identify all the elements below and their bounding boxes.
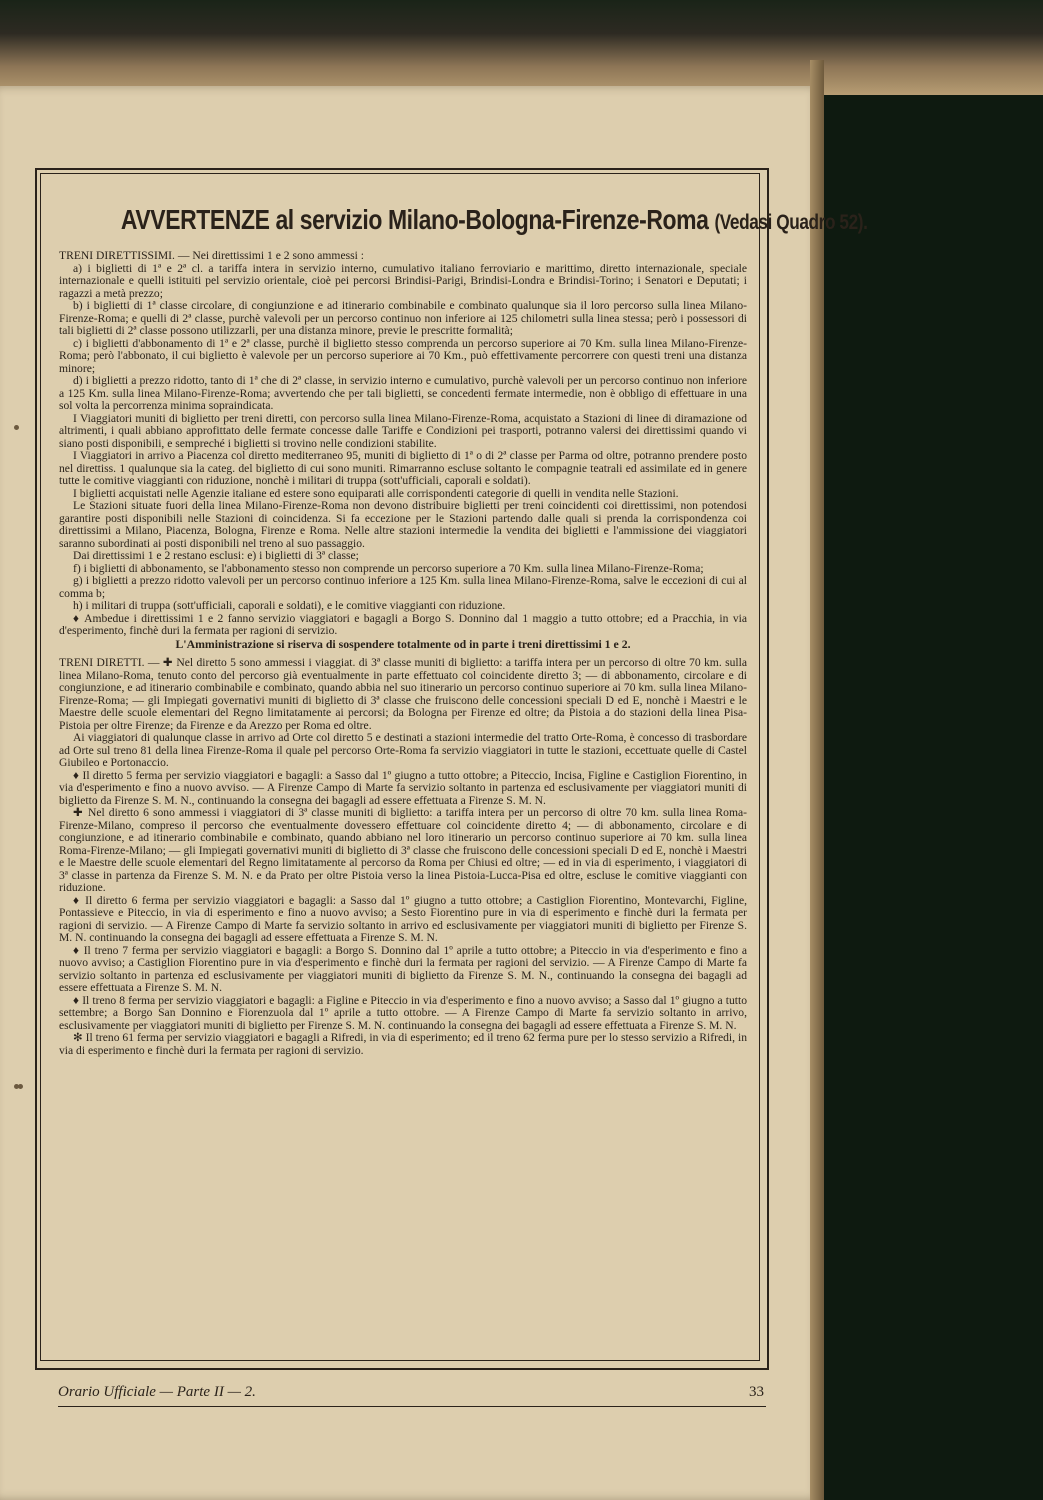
paragraph: h) i militari di truppa (sott'ufficiali, caporali e soldati), e le comitive viaggianti con riduzione. — [73, 599, 506, 612]
paragraph: d) i biglietti a prezzo ridotto, tanto di 1ª che di 2ª classe, in servizio interno e cumulativo, purchè valevoli per un percorso continuo non inferiore a 125 Km. sulla linea Milano-Firenze-Roma; avvertendo che per tali biglietti, se concedenti fermate intermedie, non è obbligo di effettuare in una sol volta la percorrenza minima sopraindicata. — [59, 374, 747, 412]
title-main: AVVERTENZE al servizio Milano-Bologna-Firenze-Roma — [120, 204, 709, 235]
paragraph: I Viaggiatori muniti di biglietto per treni diretti, con percorso sulla linea Milano-Firenze-Roma, acquistato a Stazioni di linee di diramazione od altrimenti, i quali abbiano approfittato delle fermate concesse dalle Tariffe e Condizioni pei trasporti, potranno valersi dei direttissimi quando vi siano posti disponibili, e sempreché i biglietti si trovino nelle condizioni stabilite. — [59, 411, 747, 450]
paragraph: ♦ Ambedue i direttissimi 1 e 2 fanno servizio viaggiatori e bagagli a Borgo S. Donnino dal 1 maggio a tutto ottobre; ed a Pracchia, in via d'esperimento, finchè duri la fermata per ragioni di servizio. — [59, 611, 747, 637]
paragraph: g) i biglietti a prezzo ridotto valevoli per un percorso continuo inferiore a 125 Km. sulla linea Milano-Firenze-Roma, salve le eccezioni di cui al comma b; — [59, 574, 747, 600]
paragraph: a) i biglietti di 1ª e 2ª cl. a tariffa intera in servizio interno, cumulativo italiano ferroviario e marittimo, diretto internazionale, speciale internazionale e quelli istituiti pel servizio orientale, cioè pei percorsi Brindisi-Parigi, Brindisi-Londra e Brindisi-Torino; i Senatori e Deputati; i ragazzi a metà prezzo; — [59, 261, 747, 300]
paragraph: ♦ Il diretto 5 ferma per servizio viaggiatori e bagagli: a Sasso dal 1º giugno a tutto ottobre; a Piteccio, Incisa, Figline e Castiglion Fiorentino, in via d'esperimento e fino a nuovo avviso. — A Firenze Campo di Marte fa servizio soltanto in partenza ed esclusivamente per viaggiatori muniti di biglietto da Firenze S. M. N., continuando la consegna dei bagagli ad essere effettuata a Firenze S. M. N. — [59, 768, 747, 807]
margin-dot — [18, 1084, 23, 1089]
page-number: 33 — [749, 1384, 764, 1400]
page-footer — [58, 1384, 766, 1407]
footer-publication: Orario Ufficiale — Parte II — 2. — [58, 1384, 256, 1400]
paragraph: TRENI DIRETTI. — ✚ Nel diretto 5 sono ammessi i viaggiat. di 3ª classe muniti di biglietto: a tariffa intera per un percorso di oltre 70 km. sulla linea Milano-Roma, tenuto conto del percorso già eventualmente in parte effettuato col coincidente diretto 3; — di abbonamento, circolare e di congiunzione, e ad itinerario combinabile e combinato, quando abbia nel suo itinerario un percorso continuo superiore ai 70 km. sulla linea Milano-Firenze-Roma; — gli Impiegati governativi muniti di biglietto di 3ª classe che fruiscono delle concessioni speciali D ed E, nonchè i Maestri e le Maestre delle scuole elementari del Regno limitatamente ai percorsi; da Bologna per Firenze ed oltre; da Pistoia a do stazioni della linea Pisa-Pistoia per oltre Firenze; da Firenze e da Arezzo per Roma ed oltre. — [59, 656, 747, 732]
paragraph: TRENI DIRETTISSIMI. — Nei direttissimi 1 e 2 sono ammessi : — [59, 249, 364, 262]
paragraph: f) i biglietti di abbonamento, se l'abbonamento stesso non comprende un percorso superiore a 70 Km. sulla linea Milano-Firenze-Roma; — [73, 561, 704, 575]
paragraph: ♦ Il diretto 6 ferma per servizio viaggiatori e bagagli: a Sasso dal 1º giugno a tutto ottobre; a Castiglion Fiorentino, Montevarchi, Figline, Pontassieve e Piteccio, in via di esperimento e fino a nuovo avviso; a Sesto Fiorentino pure in via di esperimento e finchè duri la fermata per ragioni di servizio. — A Firenze Campo di Marte fa servizio soltanto in arrivo ed esclusivamente per viaggiatori muniti di biglietto per Firenze S. M. N. continuando la consegna dei bagagli ad essere effettuata a Firenze S. M. N. — [59, 893, 747, 944]
page-title — [120, 204, 868, 236]
paragraph: I Viaggiatori in arrivo a Piacenza col diretto mediterraneo 95, muniti di biglietto di 1ª o di 2ª classe per Parma od oltre, potranno prendere posto nel direttiss. 1 qualunque sia la categ. del biglietto di cui sono muniti. Rimarranno escluse soltanto le compagnie teatrali ed assimilate ed in genere tutte le comitive viaggianti con riduzione, nonchè i militari di truppa (sott'ufficiali, caporali e soldati). — [59, 449, 747, 487]
paragraph: ✚ Nel diretto 6 sono ammessi i viaggiatori di 3ª classe muniti di biglietto: a tariffa intera per un percorso di oltre 70 km. sulla linea Roma-Firenze-Milano, compreso il percorso che eventualmente dovessero effettuare col coincidente diretto 4; — di abbonamento, circolare e di congiunzione, e ad itinerario combinabile e combinato, quando abbiano nel loro itinerario un percorso continuo superiore ai 70 km. sulla linea Roma-Firenze-Milano; — gli Impiegati governativi muniti di biglietto di 3ª classe che fruiscono delle concessioni speciali D ed E, nonchè i Maestri e le Maestre delle scuole elementari del Regno limitatamente al percorso da Roma per Chiusi ed oltre; — ed in via di esperimento, i viaggiatori di 3ª classe in partenza da Firenze S. M. N. e da Prato per oltre Pistoia verso la linea Pistoia-Lucca-Pisa ed oltre, escluse le comitive viaggianti con riduzione. — [59, 806, 747, 894]
paragraph: I biglietti acquistati nelle Agenzie italiane ed estere sono equiparati alle corrispondenti categorie di quelli in vendita nelle Stazioni. — [73, 486, 679, 500]
paragraph: Le Stazioni situate fuori della linea Milano-Firenze-Roma non devono distribuire biglietti per treni coincidenti coi direttissimi, non potendosi garantire posti disponibili nelle Stazioni di coincidenza. Si fa eccezione per le Stazioni partendo dalle quali si prenda la corrispondenza coi direttissimi a Milano, Piacenza, Bologna, Firenze e Roma. Nelle altre stazioni intermedie la vendita dei biglietti e l'ammissione dei viaggiatori saranno subordinati ai posti disponibili nel treno al suo passaggio. — [59, 499, 747, 550]
paragraph: b) i biglietti di 1ª classe circolare, di congiunzione e ad itinerario combinabile e combinato qualunque sia il loro percorso sulla linea Milano-Firenze-Roma; e quelli di 2ª classe, purchè valevoli per un percorso continuo non inferiore ai 125 chilometri sulla linea stessa; però i possessori di tali biglietti di 2ª classe possono utilizzarli, per una distanza minore, previe le prescritte formalità; — [59, 299, 747, 337]
page-spine — [810, 60, 824, 1500]
paragraph: ♦ Il treno 7 ferma per servizio viaggiatori e bagagli: a Borgo S. Donnino dal 1º aprile a tutto ottobre; a Piteccio in via d'esperimento e fino a nuovo avviso; a Castiglion Fiorentino pure in via d'esperimento e finchè duri la fermata per ragioni del servizio. — A Firenze Campo di Marte fa servizio soltanto in partenza ed esclusivamente per viaggiatori muniti di biglietto da Firenze S. M. N., continuando la consegna dei bagagli ad essere effettuata a Firenze S. M. N. — [59, 943, 747, 994]
paragraph: c) i biglietti d'abbonamento di 1ª e 2ª classe, purchè il biglietto stesso comprenda un percorso superiore ai 70 Km. sulla linea Milano-Firenze-Roma; però l'abbonato, il cui biglietto è valevole per un percorso superiore ai 70 Km., può effettivamente percorrere con questi treni una distanza minore; — [59, 336, 747, 375]
paragraph: ✻ Il treno 61 ferma per servizio viaggiatori e bagagli a Rifredi, in via di esperimento; ed il treno 62 ferma pure per lo stesso servizio a Rifredi, in via di esperimento e finchè duri la fermata per ragioni di servizio. — [59, 1031, 747, 1057]
paragraph: Dai direttissimi 1 e 2 restano esclusi: e) i biglietti di 3ª classe; — [73, 549, 359, 562]
paragraph: L'Amministrazione si riserva di sospendere totalmente od in parte i treni direttissimi 1 e 2. — [175, 636, 631, 651]
notice-box — [40, 173, 868, 1361]
paragraph: Ai viaggiatori di qualunque classe in arrivo ad Orte col diretto 5 e destinati a stazioni intermedie del tratto Orte-Roma, è concesso di trasbordare ad Orte sul treno 81 della linea Firenze-Roma il quale pel percorso Orte-Roma fa servizio viaggiatori in tutte le stazioni, eccettuate quelle di Castel Giubileo e Portonaccio. — [59, 731, 747, 769]
paragraph: ♦ Il treno 8 ferma per servizio viaggiatori e bagagli: a Figline e Piteccio in via d'esperimento e fino a nuovo avviso; a Sasso dal 1º giugno a tutto settembre; a Borgo San Donnino e Fiorenzuola dal 1º aprile a tutto ottobre. — A Firenze Campo di Marte fa servizio soltanto in arrivo, esclusivamente per viaggiatori muniti di biglietto per Firenze S. M. N. continuando la consegna dei bagagli ad essere effettuata a Firenze S. M. N. — [59, 993, 747, 1032]
notice-body — [59, 250, 747, 1057]
margin-dot — [14, 425, 19, 430]
page-edge-top — [0, 0, 1043, 95]
title-note: (Vedasi Quadro 52). — [714, 211, 868, 234]
